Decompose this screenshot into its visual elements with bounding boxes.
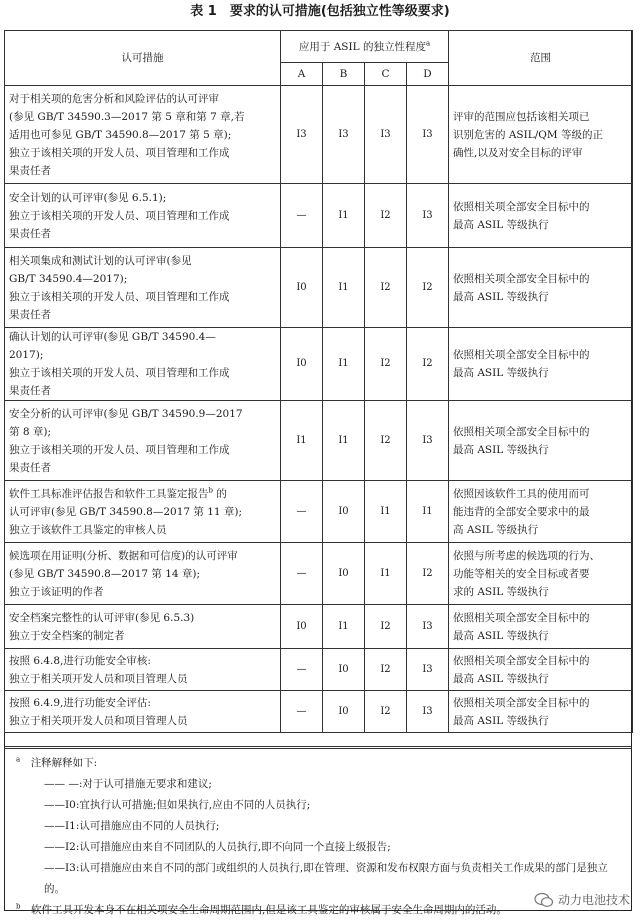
scope-cell <box>449 543 633 605</box>
measure-cell <box>5 543 281 605</box>
scope-line: 最高 ASIL 等级执行 <box>453 290 549 303</box>
independence-level-c: I2 <box>365 401 407 481</box>
scope-line: 最高 ASIL 等级执行 <box>453 218 549 231</box>
measure-cell <box>5 401 281 481</box>
table-row <box>5 543 633 605</box>
independence-level-b: I1 <box>323 328 365 401</box>
scope-line: 依照相关项全部安全目标中的 <box>453 654 590 667</box>
independence-level-a: — <box>281 649 323 691</box>
measure-line: 安全档案完整性的认可评审(参见 6.5.3) <box>9 611 195 624</box>
measure-line: 按照 6.4.9,进行功能安全评估: <box>9 696 151 709</box>
independence-level-c: I2 <box>365 184 407 248</box>
independence-level-d: I3 <box>407 184 449 248</box>
footnote-a-marker: a <box>425 39 431 47</box>
footnote-a-item: ——I2:认可措施应由来自不同团队的人员执行,即不向同一个直接上级报告; <box>44 841 391 853</box>
scope-line: 依照相关项全部安全目标中的 <box>453 272 590 285</box>
scope-cell <box>449 248 633 328</box>
measure-line: 认可评审(参见 GB/T 34590.8—2017 第 11 章); <box>9 505 243 518</box>
header-measure: 认可措施 <box>5 31 281 86</box>
scope-line: 高 ASIL 等级执行 <box>453 523 539 536</box>
measure-line: 独立于安全档案的制定者 <box>9 629 125 642</box>
measure-line: 独立于相关项开发人员和项目管理人员 <box>9 672 188 685</box>
measure-line: 独立于该相关项的开发人员、项目管理和工作成 <box>9 367 230 379</box>
scope-line: 识别危害的 ASIL/QM 等级的正 <box>453 128 603 141</box>
measures-table <box>4 30 633 733</box>
measure-line: 按照 6.4.8,进行功能安全审核: <box>9 654 151 667</box>
measure-line: 果责任者 <box>9 164 51 177</box>
measure-line: 果责任者 <box>9 308 51 321</box>
independence-level-c: I2 <box>365 248 407 328</box>
header-scope: 范围 <box>449 31 633 86</box>
header-col-d: D <box>407 63 449 86</box>
measure-cell <box>5 649 281 691</box>
measure-line: 适用也可参见 GB/T 34590.8—2017 第 5 章); <box>9 128 232 141</box>
measure-line: 独立于该软件工具鉴定的审核人员 <box>9 523 167 536</box>
independence-level-c: I1 <box>365 543 407 605</box>
independence-level-d: I2 <box>407 328 449 401</box>
measure-line: 2017); <box>9 349 44 361</box>
table-row <box>5 401 633 481</box>
scope-line: 依照相关项全部安全目标中的 <box>453 349 590 361</box>
footnote-a-item: ——I1:认可措施应由不同的人员执行; <box>44 820 220 832</box>
independence-level-b: I0 <box>323 691 365 733</box>
measure-line: (参见 GB/T 34590.3—2017 第 5 章和第 7 章,若 <box>9 110 245 123</box>
table-row <box>5 649 633 691</box>
table-row <box>5 86 633 184</box>
scope-cell <box>449 184 633 248</box>
footnote-a-item: ——I3:认可措施应由来自不同的部门或组织的人员执行,即在管理、资源和发布权限方面与负责相关工作成果的部门是独立的。 <box>44 862 608 895</box>
independence-level-a: — <box>281 543 323 605</box>
measure-line: 独立于该相关项的开发人员、项目管理和工作成 <box>9 146 230 159</box>
independence-level-a: — <box>281 184 323 248</box>
independence-level-d: I3 <box>407 86 449 184</box>
scope-line: 评审的范围应包括该相关项已 <box>453 110 590 123</box>
scope-cell <box>449 328 633 401</box>
independence-level-c: I1 <box>365 481 407 543</box>
measure-line: 独立于该证明的作者 <box>9 585 104 598</box>
header-asil-group: 应用于 ASIL 的独立性程度$^a$ <box>281 31 449 63</box>
measure-cell <box>5 481 281 543</box>
measure-line: 安全分析的认可评审(参见 GB/T 34590.9—2017 <box>9 407 243 420</box>
measure-line: 独立于该相关项的开发人员、项目管理和工作成 <box>9 290 230 303</box>
measure-cell <box>5 328 281 401</box>
header-col-a: A <box>281 63 323 86</box>
measure-line: 相关项集成和测试计划的认可评审(参见 <box>9 254 192 267</box>
scope-cell <box>449 86 633 184</box>
scope-line: 最高 ASIL 等级执行 <box>453 367 549 379</box>
independence-level-d: I2 <box>407 543 449 605</box>
scope-cell <box>449 401 633 481</box>
independence-level-b: I1 <box>323 248 365 328</box>
wechat-icon <box>534 892 554 908</box>
independence-level-c: I2 <box>365 328 407 401</box>
independence-level-b: I0 <box>323 649 365 691</box>
independence-level-c: I3 <box>365 86 407 184</box>
independence-level-b: I0 <box>323 481 365 543</box>
measure-line: 独立于相关项开发人员和项目管理人员 <box>9 714 188 727</box>
table-row <box>5 481 633 543</box>
scope-line: 确性,以及对安全目标的评审 <box>453 146 583 159</box>
independence-level-c: I2 <box>365 649 407 691</box>
scope-line: 依照与所考虑的候选项的行为、 <box>453 549 601 562</box>
independence-level-d: I3 <box>407 605 449 649</box>
independence-level-d: I1 <box>407 481 449 543</box>
scope-line: 能违背的全部安全要求中的最 <box>453 505 590 518</box>
scope-line: 最高 ASIL 等级执行 <box>453 443 549 456</box>
independence-level-a: I0 <box>281 248 323 328</box>
measure-line: GB/T 34590.4—2017); <box>9 272 128 285</box>
scope-cell <box>449 649 633 691</box>
table-row <box>5 184 633 248</box>
header-col-c: C <box>365 63 407 86</box>
independence-level-a: I3 <box>281 86 323 184</box>
measure-line: 对于相关项的危害分析和风险评估的认可评审 <box>9 92 219 105</box>
measure-cell <box>5 184 281 248</box>
table-title: 表 1 要求的认可措施(包括独立性等级要求) <box>190 4 450 19</box>
measure-line: 果责任者 <box>9 461 51 474</box>
scope-line: 依照因该软件工具的使用而可 <box>453 487 590 500</box>
measure-cell <box>5 248 281 328</box>
independence-level-a: I0 <box>281 605 323 649</box>
scope-line: 依照相关项全部安全目标中的 <box>453 425 590 438</box>
measure-line: 安全计划的认可评审(参见 6.5.1); <box>9 191 167 204</box>
scope-cell <box>449 481 633 543</box>
measure-line: 软件工具标准评估报告和软件工具鉴定报告$^b$ 的 <box>9 486 227 500</box>
watermark <box>534 891 630 908</box>
independence-level-b: I0 <box>323 543 365 605</box>
measure-line: 果责任者 <box>9 385 51 397</box>
scope-line: 求的 ASIL 等级执行 <box>453 585 549 598</box>
independence-level-d: I2 <box>407 248 449 328</box>
measure-cell <box>5 691 281 733</box>
footnote-a-item: ——I0:宜执行认可措施;但如果执行,应由不同的人员执行; <box>44 799 311 811</box>
independence-level-c: I2 <box>365 605 407 649</box>
scope-line: 最高 ASIL 等级执行 <box>453 629 549 642</box>
table-row <box>5 605 633 649</box>
footnote-a-item: —— —:对于认可措施无要求和建议; <box>44 778 212 790</box>
scope-line: 最高 ASIL 等级执行 <box>453 714 549 727</box>
independence-level-d: I3 <box>407 649 449 691</box>
scope-cell <box>449 605 633 649</box>
scope-line: 依照相关项全部安全目标中的 <box>453 696 590 709</box>
scope-line: 功能等相关的安全目标或者要 <box>453 567 590 580</box>
scope-line: 依照相关项全部安全目标中的 <box>453 200 590 213</box>
watermark-text: 动力电池技术 <box>557 893 630 907</box>
table-row <box>5 248 633 328</box>
scope-line: 依照相关项全部安全目标中的 <box>453 611 590 624</box>
footnote-a-title: $^a$ 注释解释如下: <box>16 755 98 769</box>
scope-cell <box>449 691 633 733</box>
independence-level-d: I3 <box>407 691 449 733</box>
header-col-b: B <box>323 63 365 86</box>
independence-level-a: I1 <box>281 401 323 481</box>
measure-line: 候选项在用证明(分析、数据和可信度)的认可评审 <box>9 549 238 562</box>
independence-level-a: I0 <box>281 328 323 401</box>
measure-line: 独立于该相关项的开发人员、项目管理和工作成 <box>9 443 230 456</box>
independence-level-b: I1 <box>323 605 365 649</box>
table-row <box>5 328 633 401</box>
measure-line: (参见 GB/T 34590.8—2017 第 14 章); <box>9 567 201 580</box>
measure-line: 独立于该相关项的开发人员、项目管理和工作成 <box>9 209 230 222</box>
scope-line: 最高 ASIL 等级执行 <box>453 672 549 685</box>
measure-line: 第 8 章); <box>9 425 51 438</box>
independence-level-d: I3 <box>407 401 449 481</box>
measure-line: 果责任者 <box>9 227 51 240</box>
independence-level-a: — <box>281 691 323 733</box>
table-row <box>5 691 633 733</box>
measure-line: 确认计划的认可评审(参见 GB/T 34590.4— <box>9 331 216 343</box>
measure-cell <box>5 605 281 649</box>
footnote-b: $^b$ 软件工具开发本身不在相关项安全生命周期范围内,但是该工具鉴定的审核属于安全生命周期内的活动。 <box>16 902 507 916</box>
independence-level-b: I1 <box>323 401 365 481</box>
footnotes <box>4 746 632 916</box>
measure-cell <box>5 86 281 184</box>
independence-level-c: I2 <box>365 691 407 733</box>
independence-level-b: I1 <box>323 184 365 248</box>
independence-level-b: I3 <box>323 86 365 184</box>
independence-level-a: — <box>281 481 323 543</box>
